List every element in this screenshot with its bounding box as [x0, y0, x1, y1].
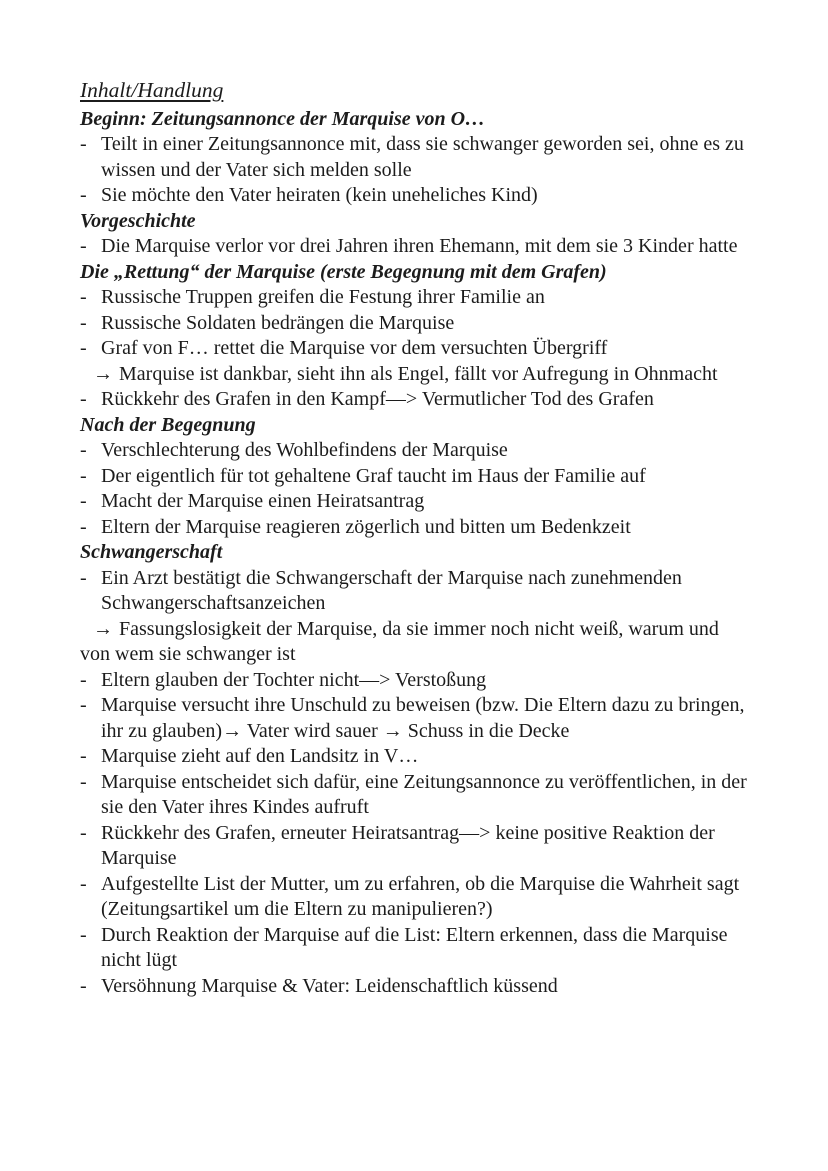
- bullet-item: [80, 770, 752, 821]
- bullet-text: Russische Truppen greifen die Festung ihrer Familie an: [101, 286, 545, 308]
- bullet-text: Rückkehr des Grafen, erneuter Heiratsantrag—> keine positive Reaktion der Marquise: [101, 821, 715, 869]
- bullet-item: [80, 821, 752, 872]
- bullet-item: [80, 872, 752, 923]
- bullet-dash-marker: -: [80, 235, 87, 257]
- bullet-dash-marker: -: [80, 133, 87, 155]
- arrow-text: Fassungslosigkeit der Marquise, da sie immer noch nicht weiß, warum und von wem sie schwanger ist: [80, 617, 719, 665]
- bullet-item: [80, 132, 752, 183]
- bullet-dash-marker: -: [80, 337, 87, 359]
- bullet-dash-marker: -: [80, 821, 87, 844]
- bullet-dash-marker: -: [80, 974, 87, 997]
- bullet-text: Teilt in einer Zeitungsannonce mit, dass sie schwanger geworden sei, ohne es zu wissen und der Vater sich melden solle: [101, 133, 744, 181]
- bullet-text: Versöhnung Marquise & Vater: Leidenschaftlich küssend: [101, 974, 558, 997]
- bullet-item: [80, 515, 752, 541]
- bullet-dash-marker: -: [80, 745, 87, 767]
- bullet-item: [80, 489, 752, 515]
- bullet-text: Graf von F… rettet die Marquise vor dem versuchten Übergriff: [101, 337, 608, 359]
- bullet-dash-marker: -: [80, 872, 87, 895]
- bullet-item: [80, 693, 752, 744]
- bullet-item: [80, 183, 752, 209]
- document-body: [80, 107, 752, 1000]
- bullet-item: [80, 923, 752, 974]
- bullet-item: [80, 464, 752, 490]
- bullet-text: Sie möchte den Vater heiraten (kein uneheliches Kind): [101, 184, 538, 206]
- bullet-text: Die Marquise verlor vor drei Jahren ihren Ehemann, mit dem sie 3 Kinder hatte: [101, 235, 738, 257]
- bullet-text: Ein Arzt bestätigt die Schwangerschaft der Marquise nach zunehmenden Schwangerschaftsanzeichen: [101, 566, 682, 614]
- arrow-note: [80, 617, 752, 668]
- arrow-note: [80, 362, 752, 388]
- bullet-dash-marker: -: [80, 923, 87, 946]
- bullet-text: Verschlechterung des Wohlbefindens der Marquise: [101, 439, 508, 461]
- bullet-item: [80, 438, 752, 464]
- bullet-dash-marker: -: [80, 464, 87, 487]
- bullet-item: [80, 234, 752, 260]
- bullet-text: Der eigentlich für tot gehaltene Graf taucht im Haus der Familie auf: [101, 464, 646, 487]
- bullet-dash-marker: -: [80, 388, 87, 410]
- bullet-text: Rückkehr des Grafen in den Kampf—> Vermutlicher Tod des Grafen: [101, 388, 654, 410]
- arrow-icon: →: [93, 617, 113, 640]
- bullet-item: [80, 336, 752, 362]
- bullet-text: Russische Soldaten bedrängen die Marquise: [101, 311, 455, 334]
- section-heading: Vorgeschichte: [80, 209, 196, 232]
- bullet-text: Marquise entscheidet sich dafür, eine Zeitungsannonce zu veröffentlichen, in der sie den Vater ihres Kindes aufruft: [101, 770, 747, 818]
- bullet-text: Eltern der Marquise reagieren zögerlich und bitten um Bedenkzeit: [101, 515, 631, 538]
- bullet-item: [80, 974, 752, 1000]
- page-title: Inhalt/Handlung: [80, 78, 224, 102]
- bullet-item: [80, 566, 752, 617]
- section-heading: Nach der Begegnung: [80, 413, 256, 436]
- arrow-icon: →: [93, 362, 113, 385]
- bullet-dash-marker: -: [80, 515, 87, 538]
- section-heading: Die „Rettung“ der Marquise (erste Begegnung mit dem Grafen): [80, 260, 607, 283]
- bullet-dash-marker: -: [80, 184, 87, 206]
- bullet-dash-marker: -: [80, 566, 87, 589]
- bullet-text: Eltern glauben der Tochter nicht—> Verstoßung: [101, 668, 487, 691]
- bullet-dash-marker: -: [80, 311, 87, 334]
- bullet-dash-marker: -: [80, 770, 87, 793]
- bullet-dash-marker: -: [80, 694, 87, 716]
- section-heading: Schwangerschaft: [80, 541, 223, 563]
- bullet-item: [80, 387, 752, 413]
- bullet-item: [80, 311, 752, 337]
- bullet-item: [80, 285, 752, 311]
- bullet-item: [80, 668, 752, 694]
- bullet-text: Durch Reaktion der Marquise auf die List: Eltern erkennen, dass die Marquise nicht lügt: [101, 923, 728, 971]
- bullet-dash-marker: -: [80, 490, 87, 512]
- bullet-dash-marker: -: [80, 286, 87, 308]
- arrow-text: Marquise ist dankbar, sieht ihn als Engel, fällt vor Aufregung in Ohnmacht: [119, 362, 718, 385]
- bullet-dash-marker: -: [80, 439, 87, 461]
- bullet-text: Marquise versucht ihre Unschuld zu beweisen (bzw. Die Eltern dazu zu bringen, ihr zu glauben)→ Vater wird sauer → Schuss in die Decke: [101, 694, 745, 742]
- bullet-text: Aufgestellte List der Mutter, um zu erfahren, ob die Marquise die Wahrheit sagt (Zeitungsartikel um die Eltern zu manipulieren?): [101, 872, 740, 920]
- section-heading: Beginn: Zeitungsannonce der Marquise von O…: [80, 107, 486, 130]
- bullet-item: [80, 744, 752, 770]
- bullet-dash-marker: -: [80, 668, 87, 691]
- bullet-text: Marquise zieht auf den Landsitz in V…: [101, 745, 419, 767]
- bullet-text: Macht der Marquise einen Heiratsantrag: [101, 490, 425, 512]
